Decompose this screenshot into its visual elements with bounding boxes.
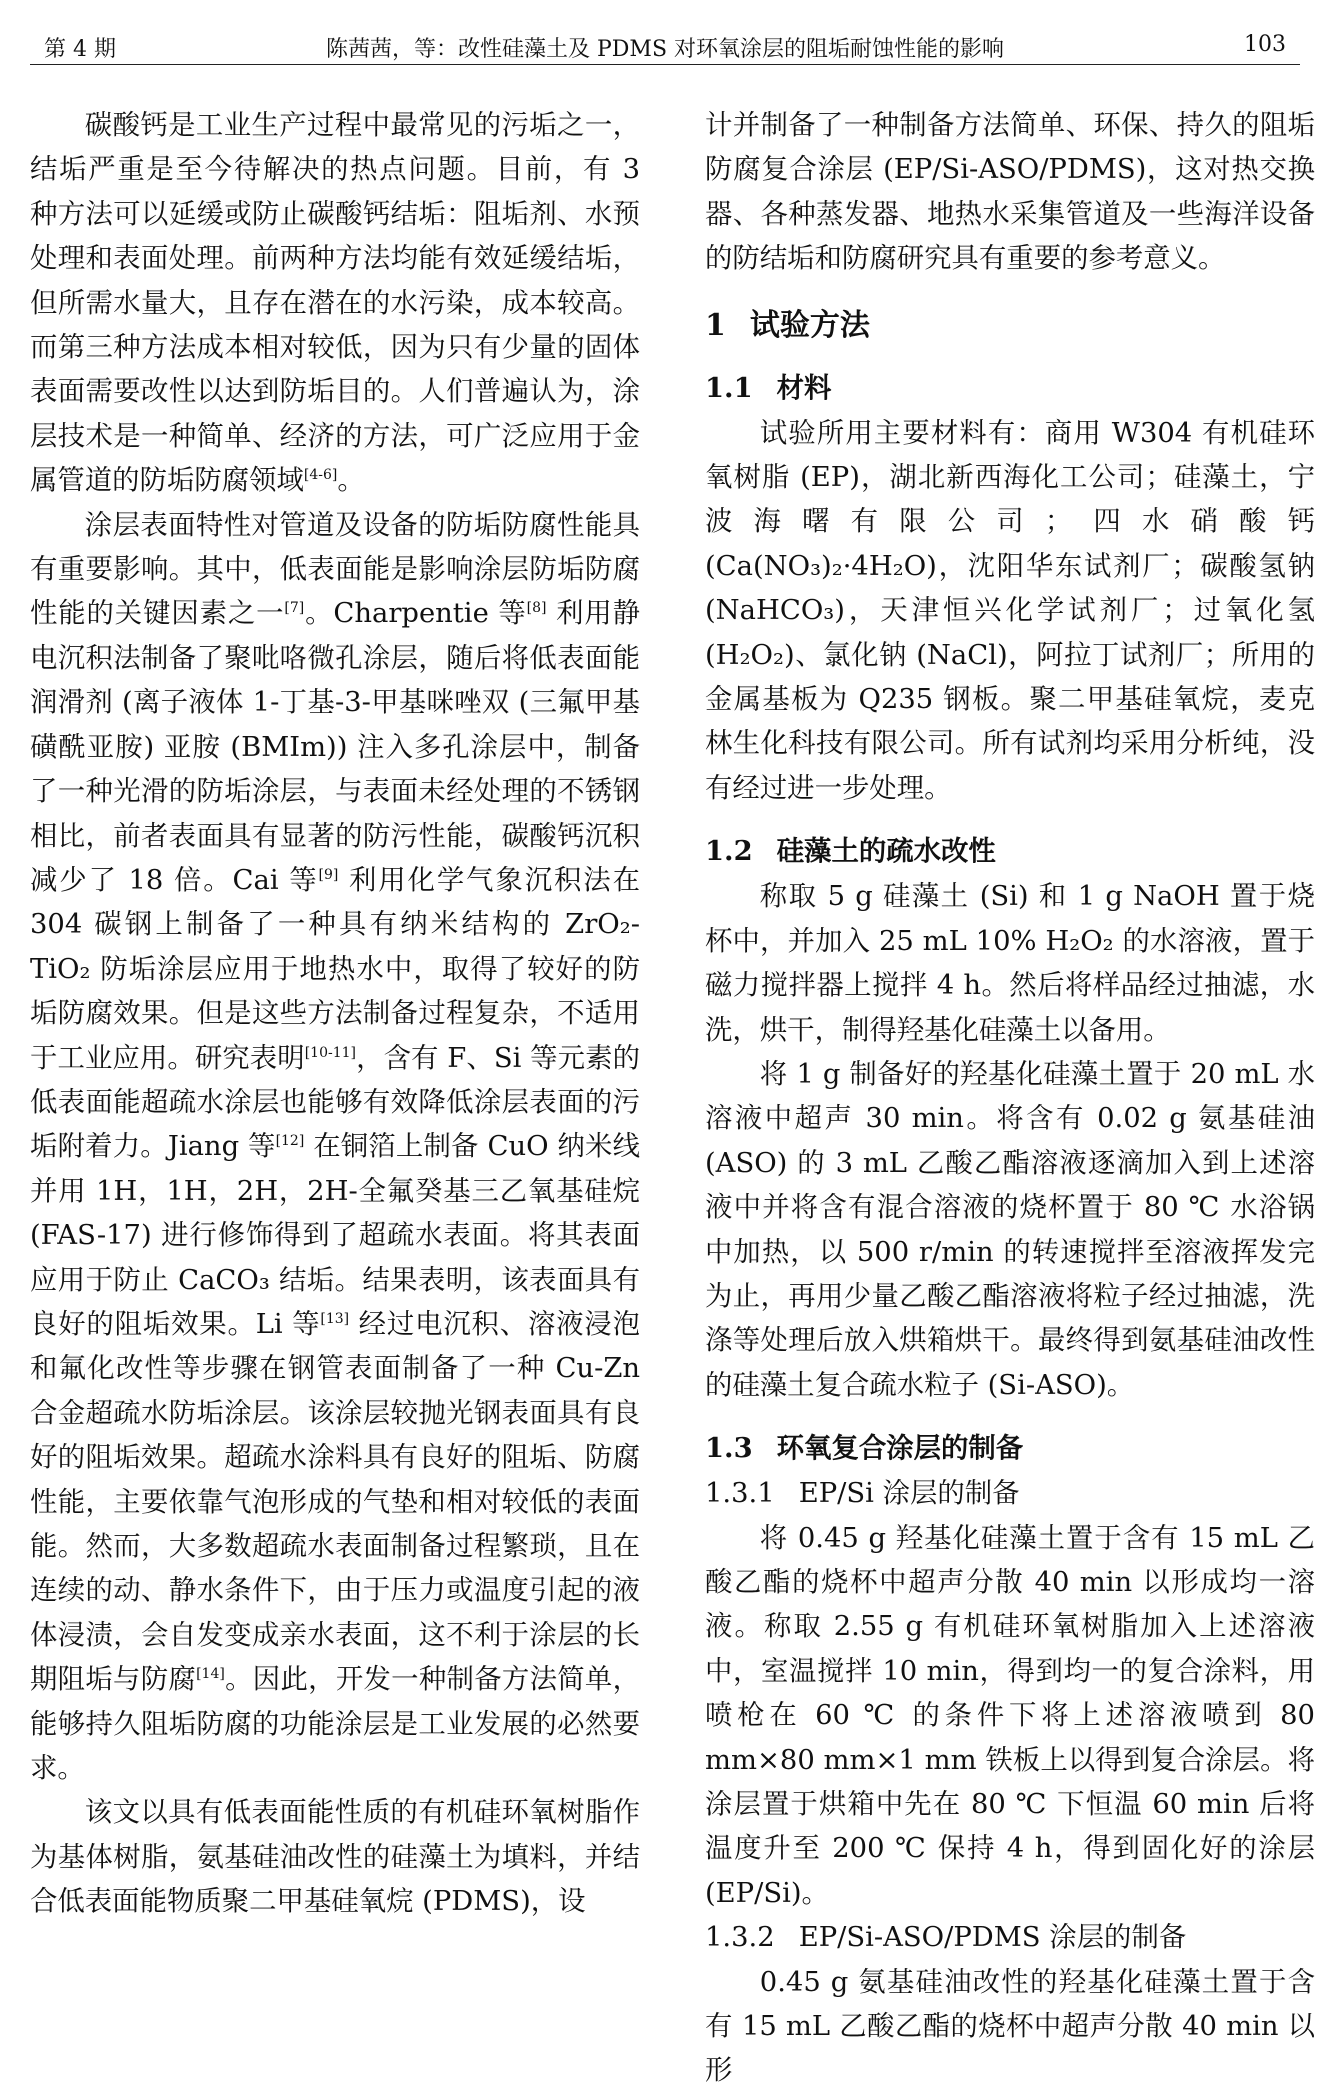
citation-ref: [9] — [318, 866, 339, 883]
running-header — [30, 28, 1300, 65]
issue-number: 第 4 期 — [44, 37, 116, 62]
citation-ref: [4-6] — [303, 467, 338, 484]
subsection-heading-1-3-2: 1.3.2 EP/Si-ASO/PDMS 涂层的制备 — [705, 1922, 1187, 1954]
left-column — [30, 104, 640, 1925]
citation-ref: [7] — [284, 600, 305, 617]
intro-paragraph-3-continued: 计并制备了一种制备方法简单、环保、持久的阻垢防腐复合涂层 (EP/Si-ASO/PDMS)，这对热交换器、各种蒸发器、地热水采集管道及一些海洋设备的防结垢和防腐研究具有重要的参考意义。 — [705, 110, 1315, 275]
citation-ref: [13] — [320, 1310, 350, 1327]
composite-coating-paragraph: 0.45 g 氨基硅油改性的羟基化硅藻土置于含有 15 mL 乙酸乙酯的烧杯中超声分散 40 min 以形 — [705, 1966, 1315, 2087]
subsection-heading-1-3-1: 1.3.1 EP/Si 涂层的制备 — [705, 1478, 1020, 1510]
page-number: 103 — [1244, 32, 1286, 57]
ep-si-coating-paragraph: 将 0.45 g 羟基化硅藻土置于含有 15 mL 乙酸乙酯的烧杯中超声分散 40 min 以形成均一溶液。称取 2.55 g 有机硅环氧树脂加入上述溶液中，室温搅拌 10 min，得到均一的复合涂料，用喷枪在 60 ℃ 的条件下将上述溶液喷到 80 mm×80 mm×1 mm 铁板上以得到复合涂层。将涂层置于烘箱中先在 80 ℃ 下恒温 60 min 后将温度升至 200 ℃ 保持 4 h，得到固化好的涂层 (EP/Si)。 — [705, 1522, 1315, 1909]
citation-ref: [12] — [275, 1133, 305, 1150]
running-title: 陈茜茜，等：改性硅藻土及 PDMS 对环氧涂层的阻垢耐蚀性能的影响 — [325, 37, 1005, 62]
modification-paragraph-2: 将 1 g 制备好的羟基化硅藻土置于 20 mL 水溶液中超声 30 min。将含有 0.02 g 氨基硅油 (ASO) 的 3 mL 乙酸乙酯溶液逐滴加入到上述溶液中并将含有混合溶液的烧杯置于 80 ℃ 水浴锅中加热，以 500 r/min 的转速搅拌至溶液挥发完为止，再用少量乙酸乙酯溶液将粒子经过抽滤，洗涤等处理后放入烘箱烘干。最终得到氨基硅油改性的硅藻土复合疏水粒子 (Si-ASO)。 — [705, 1058, 1315, 1401]
citation-ref: [14] — [196, 1666, 225, 1683]
section-heading-1-1: 1.1 材料 — [705, 371, 832, 404]
right-column — [705, 104, 1315, 2094]
intro-paragraph-3: 该文以具有低表面能性质的有机硅环氧树脂作为基体树脂，氨基硅油改性的硅藻土为填料，并结合低表面能物质聚二甲基硅氧烷 (PDMS)，设 — [30, 1797, 640, 1918]
intro-paragraph-1: 碳酸钙是工业生产过程中最常见的污垢之一，结垢严重是至今待解决的热点问题。目前，有 3 种方法可以延缓或防止碳酸钙结垢：阻垢剂、水预处理和表面处理。前两种方法均能有效延缓结垢，但所需水量大，且存在潜在的水污染，成本较高。而第三种方法成本相对较低，因为只有少量的固体表面需要改性以达到防垢目的。人们普遍认为，涂层技术是一种简单、经济的方法，可广泛应用于金属管道的防垢防腐领域[4-6]。 — [30, 110, 640, 497]
section-heading-1-3: 1.3 环氧复合涂层的制备 — [705, 1432, 1024, 1465]
modification-paragraph-1: 称取 5 g 硅藻土 (Si) 和 1 g NaOH 置于烧杯中，并加入 25 mL 10% H₂O₂ 的水溶液，置于磁力搅拌器上搅拌 4 h。然后将样品经过抽滤，水洗，烘干，制得羟基化硅藻土以备用。 — [705, 881, 1315, 1046]
materials-paragraph: 试验所用主要材料有：商用 W304 有机硅环氧树脂 (EP)，湖北新西海化工公司；硅藻土，宁波海曙有限公司；四水硝酸钙 (Ca(NO₃)₂·4H₂O)，沈阳华东试剂厂；碳酸氢钠 (NaHCO₃)，天津恒兴化学试剂厂；过氧化氢 (H₂O₂)、氯化钠 (NaCl)，阿拉丁试剂厂；所用的金属基板为 Q235 钢板。聚二甲基硅氧烷，麦克林生化科技有限公司。所有试剂均采用分析纯，没有经过进一步处理。 — [705, 417, 1315, 804]
intro-paragraph-2: 涂层表面特性对管道及设备的防垢防腐性能具有重要影响。其中，低表面能是影响涂层防垢防腐性能的关键因素之一[7]。Charpentie 等[8] 利用静电沉积法制备了聚吡咯微孔涂层，随后将低表面能润滑剂 (离子液体 1-丁基-3-甲基咪唑双 (三氟甲基磺酰亚胺) 亚胺 (BMIm)) 注入多孔涂层中，制备了一种光滑的防垢涂层，与表面未经处理的不锈钢相比，前者表面具有显著的防污性能，碳酸钙沉积减少了 18 倍。Cai 等[9] 利用化学气象沉积法在 304 碳钢上制备了一种具有纳米结构的 ZrO₂-TiO₂ 防垢涂层应用于地热水中，取得了较好的防垢防腐效果。但是这些方法制备过程复杂，不适用于工业应用。研究表明[10-11]，含有 F、Si 等元素的低表面能超疏水涂层也能够有效降低涂层表面的污垢附着力。Jiang 等[12] 在铜箔上制备 CuO 纳米线并用 1H，1H，2H，2H-全氟癸基三乙氧基硅烷 (FAS-17) 进行修饰得到了超疏水表面。将其表面应用于防止 CaCO₃ 结垢。结果表明，该表面具有良好的阻垢效果。Li 等[13] 经过电沉积、溶液浸泡和氟化改性等步骤在钢管表面制备了一种 Cu-Zn 合金超疏水防垢涂层。该涂层较抛光钢表面具有良好的阻垢效果。超疏水涂料具有良好的阻垢、防腐性能，主要依靠气泡形成的气垫和相对较低的表面能。然而，大多数超疏水表面制备过程繁琐，且在连续的动、静水条件下，由于压力或温度引起的液体浸渍，会自发变成亲水表面，这不利于涂层的长期阻垢与防腐[14]。因此，开发一种制备方法简单，能够持久阻垢防腐的功能涂层是工业发展的必然要求。 — [30, 509, 640, 1785]
citation-ref: [8] — [526, 600, 547, 617]
section-heading-1: 1 试验方法 — [705, 307, 870, 343]
citation-ref: [10-11] — [304, 1044, 357, 1061]
section-heading-1-2: 1.2 硅藻土的疏水改性 — [705, 835, 996, 868]
